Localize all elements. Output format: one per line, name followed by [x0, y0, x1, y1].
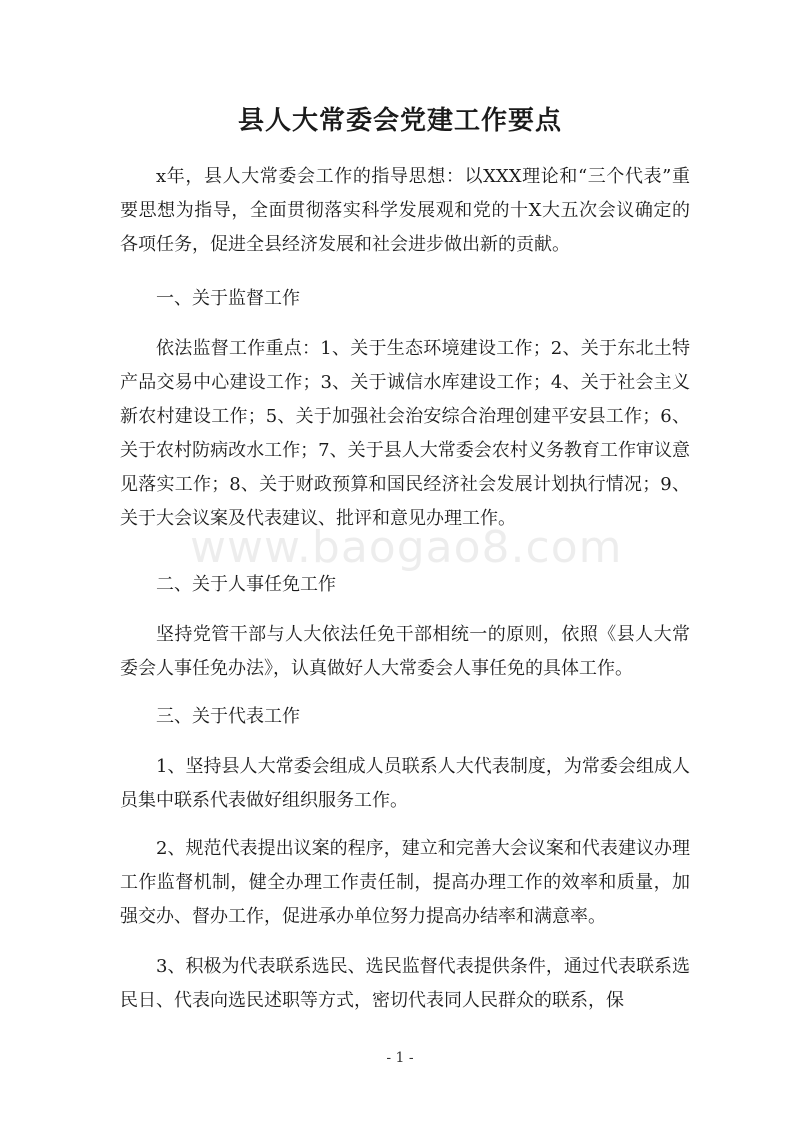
section-heading-deputies: 三、关于代表工作 [156, 706, 300, 727]
page-number: - 1 - [386, 1050, 414, 1066]
section-heading-personnel: 二、关于人事任免工作 [156, 574, 336, 595]
personnel-paragraph: 坚持党管干部与人大依法任免干部相统一的原则，依照《县人大常委会人事任免办法》，认真做好人大常委会人事任免的具体工作。 [120, 624, 690, 679]
intro-paragraph: x年，县人大常委会工作的指导思想：以XXX理论和“三个代表”重要思想为指导，全面贯彻落实科学发展观和党的十X大五次会议确定的各项任务，促进全县经济发展和社会进步做出新的贡献。 [120, 166, 690, 255]
deputies-item-3: 3、积极为代表联系选民、选民监督代表提供条件，通过代表联系选民日、代表向选民述职等方式，密切代表同人民群众的联系，保 [120, 956, 690, 1011]
section-heading-supervision: 一、关于监督工作 [156, 288, 300, 309]
document-title: 县人大常委会党建工作要点 [237, 106, 562, 136]
watermark: www.baogao8.com [190, 522, 623, 573]
deputies-item-2: 2、规范代表提出议案的程序，建立和完善大会议案和代表建议办理工作监督机制，健全办理工作责任制，提高办理工作的效率和质量，加强交办、督办工作，促进承办单位努力提高办结率和满意率。 [120, 838, 690, 927]
deputies-item-1: 1、坚持县人大常委会组成人员联系人大代表制度，为常委会组成人员集中联系代表做好组织服务工作。 [120, 756, 690, 811]
supervision-paragraph: 依法监督工作重点：1、关于生态环境建设工作；2、关于东北土特产品交易中心建设工作；3、关于诚信水库建设工作；4、关于社会主义新农村建设工作；5、关于加强社会治安综合治理创建平安县工作；6、关于农村防病改水工作；7、关于县人大常委会农村义务教育工作审议意见落实工作；8、关于财政预算和国民经济社会发展计划执行情况；9、关于大会议案及代表建议、批评和意见办理工作。 [120, 338, 690, 529]
